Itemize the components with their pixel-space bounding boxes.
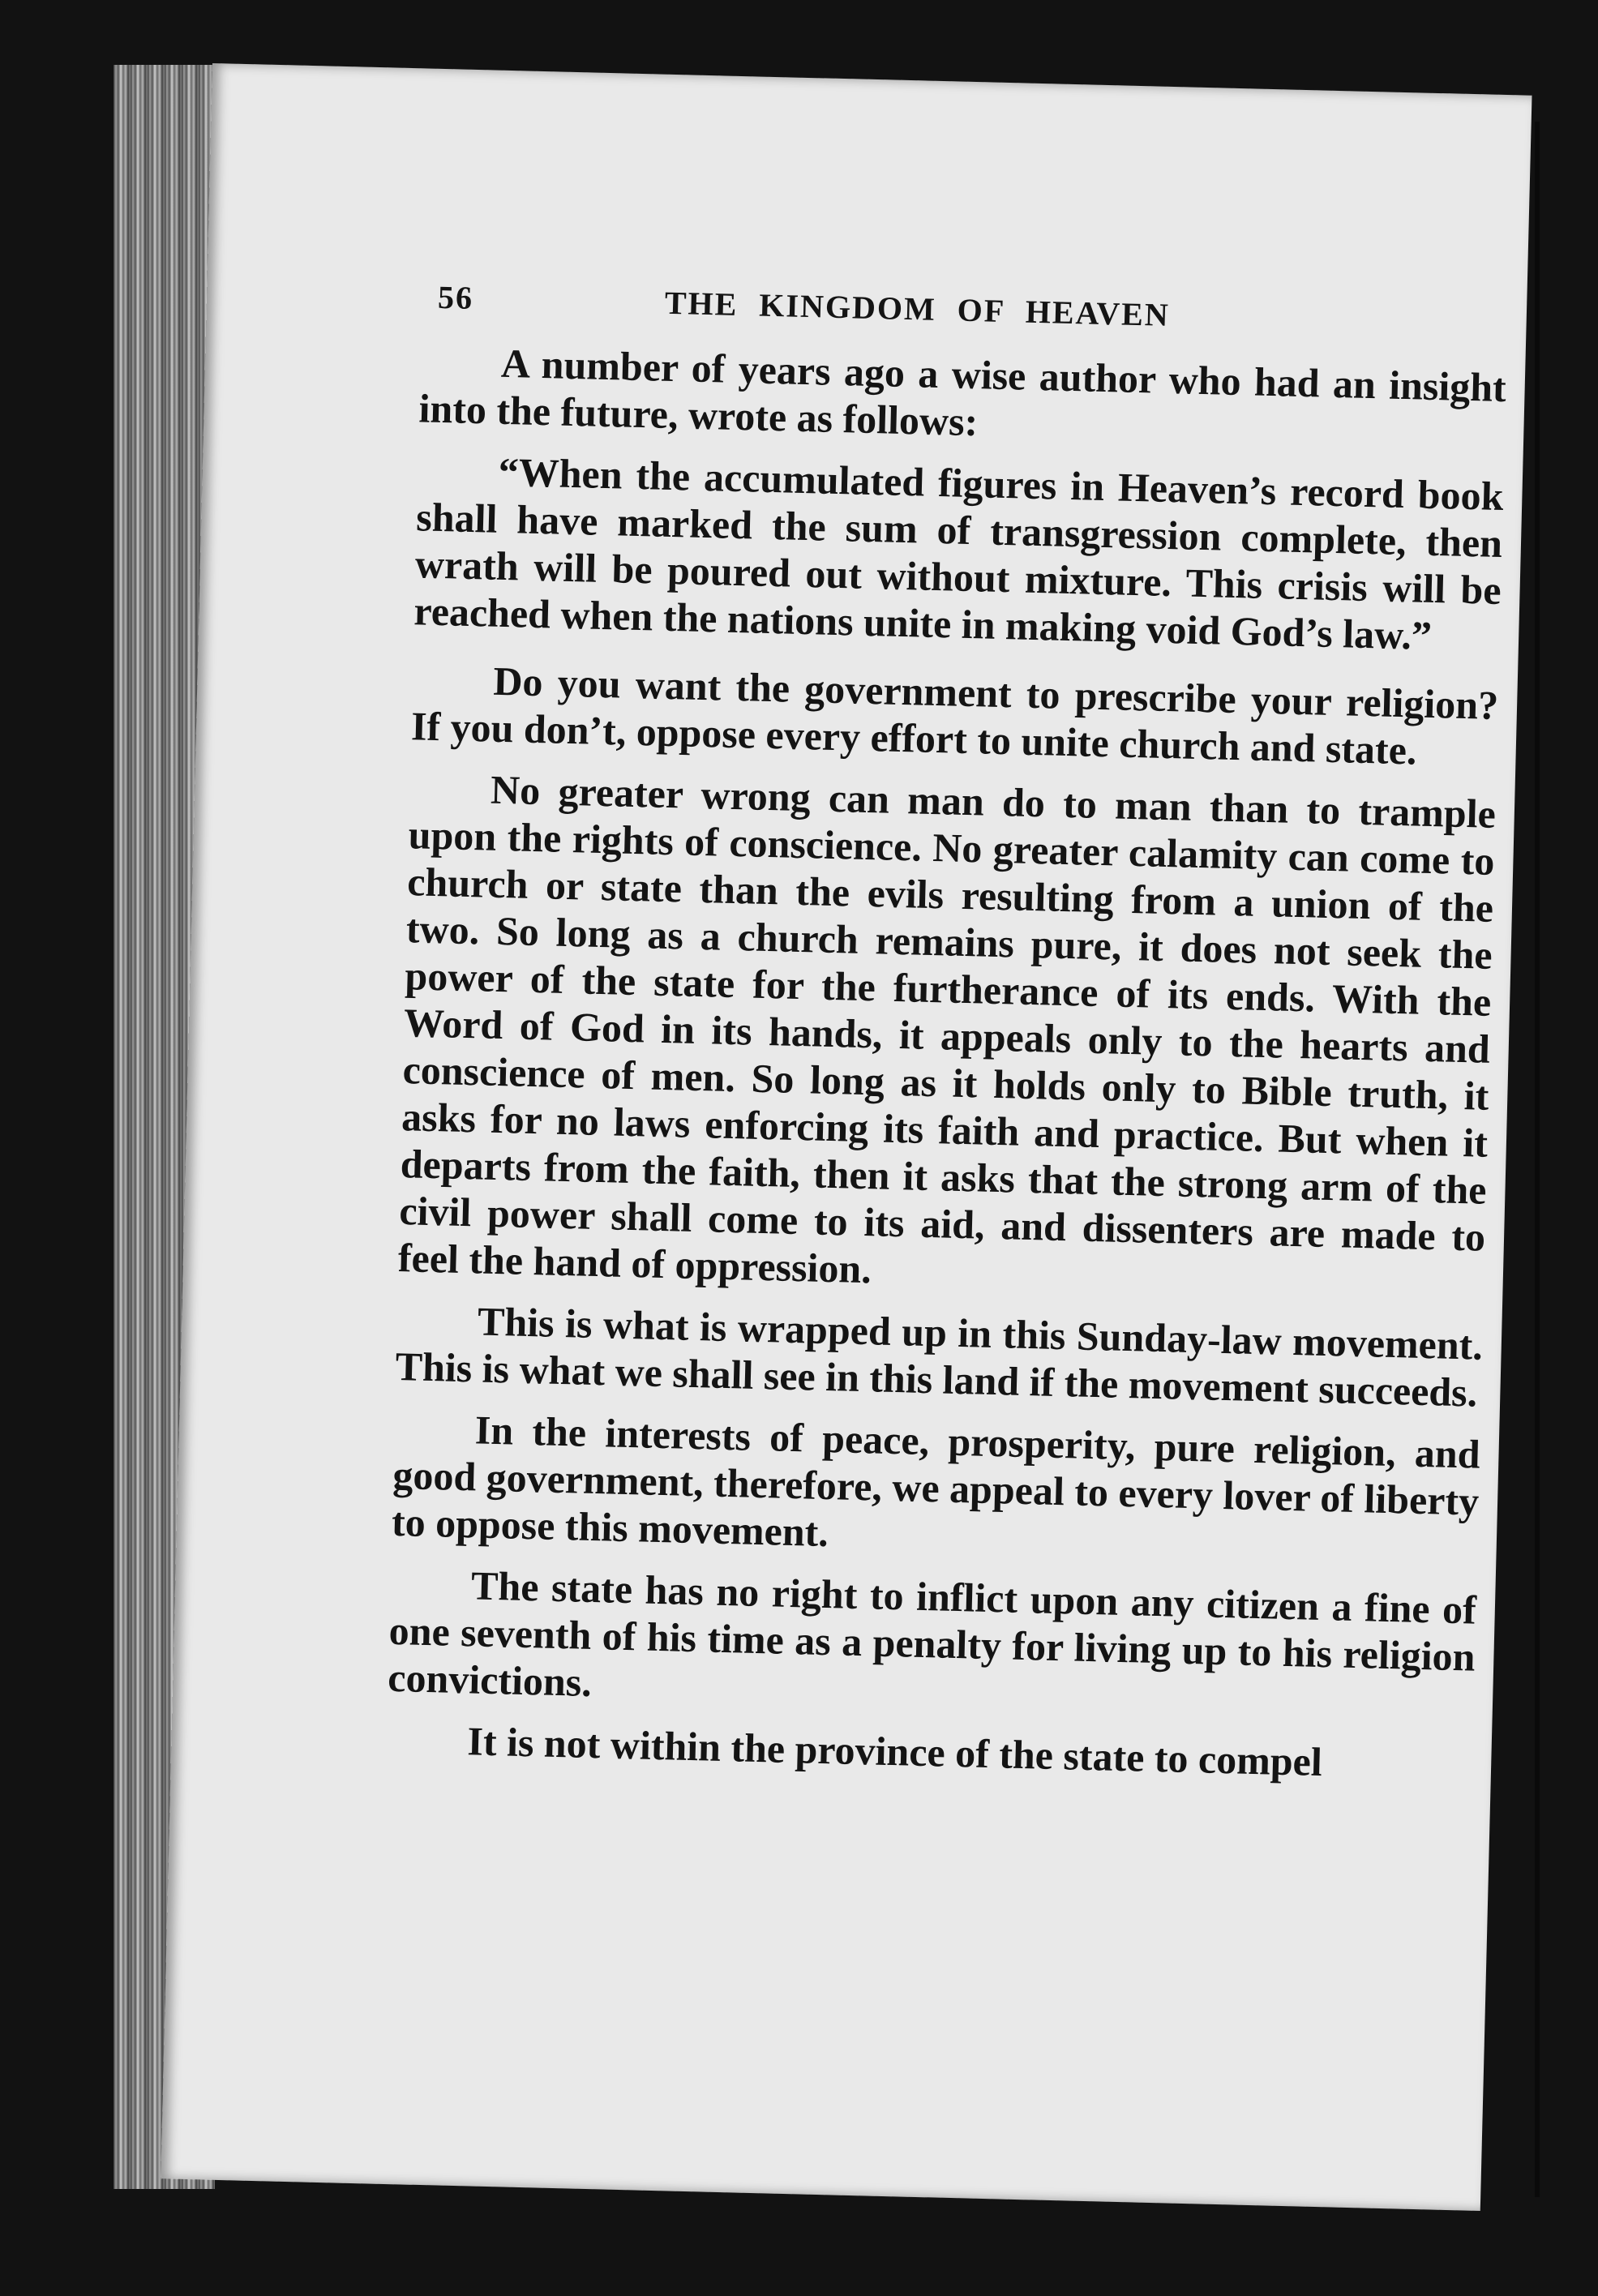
page-text-block <box>385 277 1508 1803</box>
paragraph-appeal: In the interests of peace, prosperity, pure religion, and good government, therefore, we appeal to every lover of liberty to oppose this movement. <box>391 1407 1481 1556</box>
book-page <box>161 63 1532 2211</box>
page-number: 56 <box>437 278 474 316</box>
page-edge-shadow <box>1535 122 1540 2197</box>
paragraph-sunday-law: This is what is wrapped up in this Sunday-law movement. This is what we shall see in this land if the movement succeeds. <box>395 1298 1484 1416</box>
paragraph-quotation: “When the accumulated figures in Heaven’s record book shall have marked the sum of transgression complete, then wrath will be poured out without mixture. This crisis will be reached when the nations unite in making void God’s law.” <box>413 448 1505 658</box>
paragraph-state-rights: The state has no right to inflict upon any citizen a fine of one seventh of his time as a penalty for living up to his religion convictions. <box>387 1562 1477 1706</box>
paragraph-intro: A number of years ago a wise author who had an insight into the future, wrote as follows: <box>418 340 1507 445</box>
paragraph-province-of-state: It is not within the province of the state to compel <box>466 1718 1323 1785</box>
paragraph-rights-of-conscience: No greater wrong can man do to man than to trample upon the rights of conscience. No greater calamity can come to church or state than the evils resulting from a union of the two. So long as a church remains pure, it does not seek the power of the state for the furtherance of its ends. With the Word of God in its hands, it appeals only to the hearts and conscience of men. So long as it holds only to Bible truth, it asks for no laws enforcing its faith and practice. But when it departs from the faith, then it asks that the strong arm of the civil power shall come to its aid, and dissenters are made to feel the hand of oppression. <box>397 766 1497 1292</box>
running-title: THE KINGDOM OF HEAVEN <box>664 284 1171 333</box>
paragraph-government-question: Do you want the government to prescribe your religion? If you don’t, oppose every effort to unite church and state. <box>410 658 1499 773</box>
